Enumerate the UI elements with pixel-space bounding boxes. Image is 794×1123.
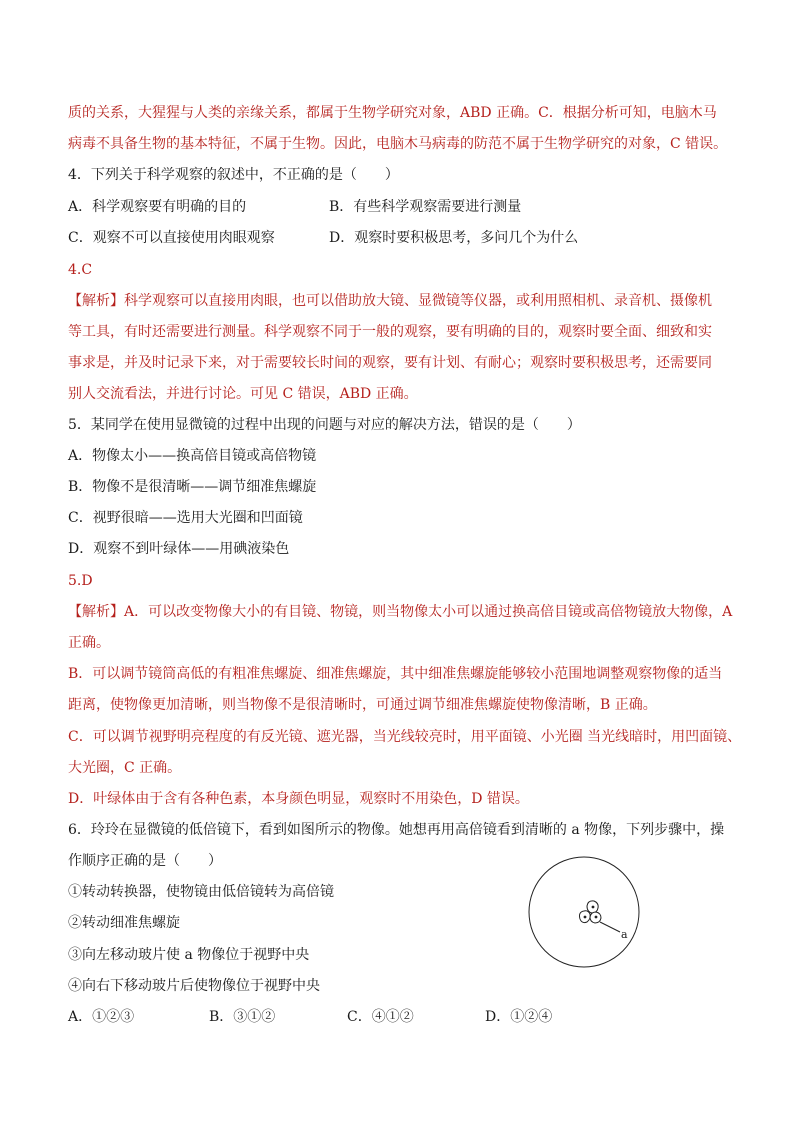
q5-analysis-line-3: B．可以调节镜筒高低的有粗准焦螺旋、细准焦螺旋，其中细准焦螺旋能够较小范围地调整观察物像的适当 <box>68 666 723 682</box>
q5-option-c: C．视野很暗——选用大光圈和凹面镜 <box>68 510 303 526</box>
q6-stem-line-2: 作顺序正确的是（ ） <box>68 853 222 869</box>
q4-analysis-line-4: 别人交流看法，并进行讨论。可见 C 错误，ABD 正确。 <box>68 386 418 402</box>
q5-analysis-line-5: C．可以调节视野明亮程度的有反光镜、遮光器，当光线较亮时，用平面镜、小光圈 当光线暗时，用凹面镜、 <box>68 729 742 745</box>
q5-answer: 5.D <box>68 573 93 589</box>
q6-option-d: D．①②④ <box>485 1009 553 1025</box>
q5-option-a: A．物像太小——换高倍目镜或高倍物镜 <box>68 448 317 464</box>
q4-stem: 4．下列关于科学观察的叙述中，不正确的是（ ） <box>68 167 399 183</box>
label-a-leader <box>600 922 620 932</box>
q5-analysis-line-4: 距离，使物像更加清晰，则当物像不是很清晰时，可通过调节细准焦螺旋使物像清晰，B 正确。 <box>68 697 657 713</box>
label-a: a <box>621 928 628 941</box>
q5-stem: 5．某同学在使用显微镜的过程中出现的问题与对应的解决方法，错误的是（ ） <box>68 417 581 433</box>
q5-option-b: B．物像不是很清晰——调节细准焦螺旋 <box>68 479 317 495</box>
q5-analysis-line-7: D．叶绿体由于含有各种色素，本身颜色明显，观察时不用染色，D 错误。 <box>68 791 529 807</box>
microscope-field-figure <box>528 856 640 968</box>
q4-option-b: B．有些科学观察需要进行测量 <box>329 199 522 215</box>
q4-analysis-line-1 <box>68 291 712 311</box>
q6-stem-line-1: 6．玲玲在显微镜的低倍镜下，看到如图所示的物像。她想再用高倍镜看到清晰的 a 物像，下列步骤中，操 <box>68 822 725 838</box>
q4-answer: 4.C <box>68 262 93 278</box>
analysis-tag: 【解析】 <box>68 293 124 309</box>
q4-option-c: C．观察不可以直接使用肉眼观察 <box>68 230 275 246</box>
q5-option-d: D．观察不到叶绿体——用碘液染色 <box>68 541 290 557</box>
q3-analysis-line-2: 病毒不具备生物的基本特征，不属于生物。因此，电脑木马病毒的防范不属于生物学研究的对象，C 错误。 <box>68 136 728 152</box>
q5-analysis-line-6: 大光圈，C 正确。 <box>68 760 182 776</box>
q5-analysis-line-2: 正确。 <box>68 635 110 651</box>
nucleus-left <box>584 916 587 919</box>
q6-step-3: ③向左移动玻片使 a 物像位于视野中央 <box>68 947 310 963</box>
q4-analysis-line-2: 等工具，有时还需要进行测量。科学观察不同于一般的观察，要有明确的目的，观察时要全面、细致和实 <box>68 324 712 340</box>
analysis-tag: 【解析】 <box>68 604 124 620</box>
q6-option-c: C．④①② <box>347 1009 414 1025</box>
q6-step-4: ④向右下移动玻片后使物像位于视野中央 <box>68 978 320 994</box>
q4-option-a: A．科学观察要有明确的目的 <box>68 199 247 215</box>
q6-step-2: ②转动细准焦螺旋 <box>68 915 180 931</box>
q6-option-a: A．①②③ <box>68 1009 135 1025</box>
q6-option-b: B．③①② <box>209 1009 276 1025</box>
q5-analysis-line-1 <box>68 602 732 622</box>
nucleus-a <box>595 916 598 919</box>
analysis-text: 科学观察可以直接用肉眼，也可以借助放大镜、显微镜等仪器，或利用照相机、录音机、摄像机 <box>124 293 712 309</box>
q4-option-d: D．观察时要积极思考，多问几个为什么 <box>329 230 579 246</box>
q6-step-1: ①转动转换器，使物镜由低倍镜转为高倍镜 <box>68 884 334 900</box>
q3-analysis-line-1: 质的关系，大猩猩与人类的亲缘关系，都属于生物学研究对象，ABD 正确。C．根据分析可知，电脑木马 <box>68 105 717 121</box>
analysis-text: A．可以改变物像大小的有目镜、物镜，则当物像太小可以通过换高倍目镜或高倍物镜放大物像，A <box>124 604 733 620</box>
q4-analysis-line-3: 事求是，并及时记录下来，对于需要较长时间的观察，要有计划、有耐心；观察时要积极思考，还需要同 <box>68 355 712 371</box>
nucleus-top <box>592 906 595 909</box>
